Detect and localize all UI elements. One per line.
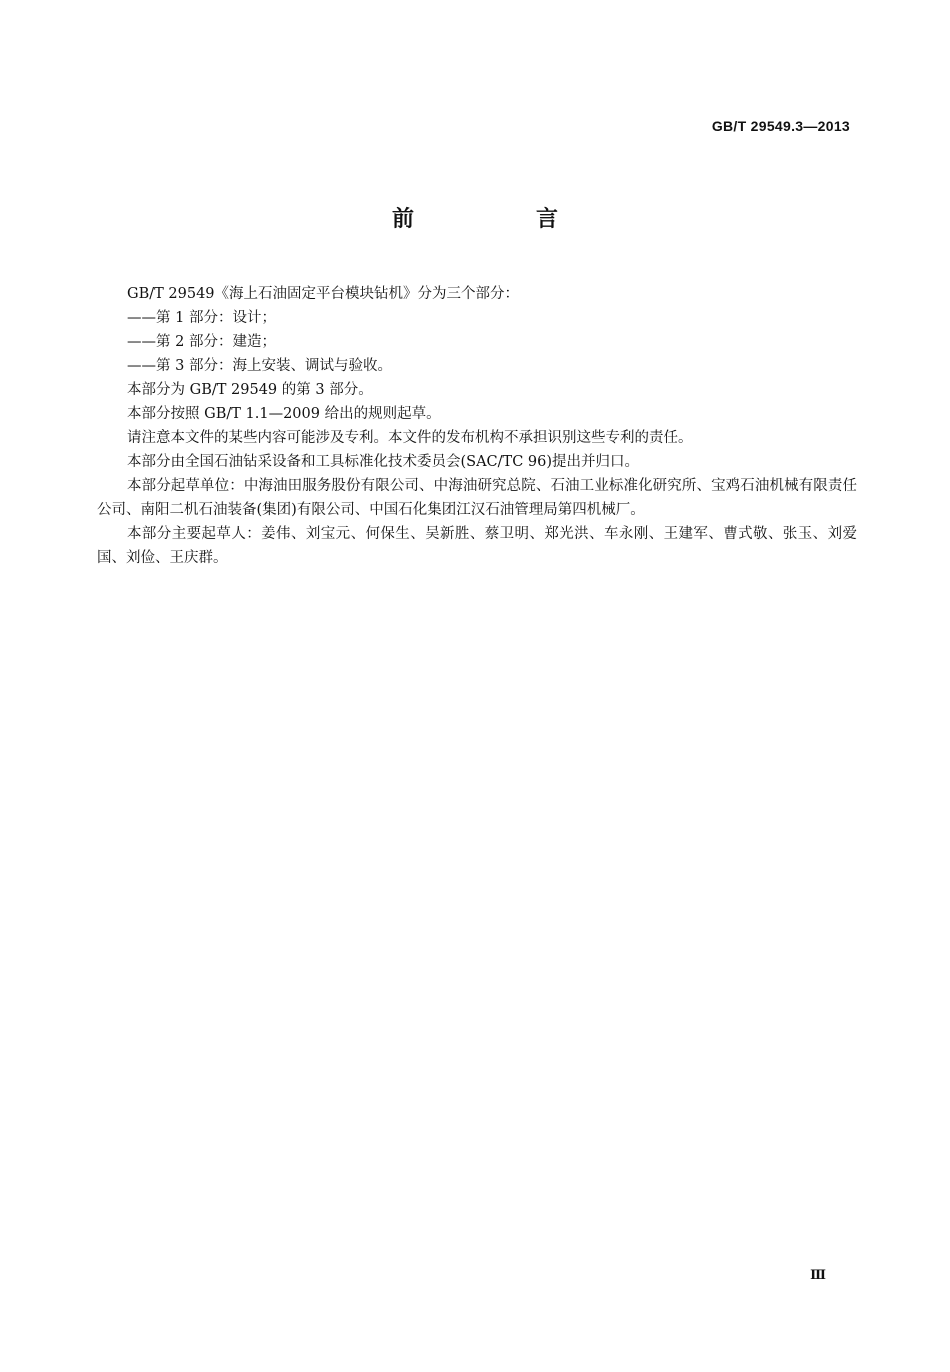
paragraph-this-part: 本部分为 GB/T 29549 的第 3 部分。 xyxy=(127,382,373,398)
paragraph-drafters: 本部分主要起草人：姜伟、刘宝元、何保生、吴新胜、蔡卫明、郑光洪、车永刚、王建军、曹式敬、张玉、刘爱国、刘俭、王庆群。 xyxy=(97,526,857,566)
paragraph-part-2: ——第 2 部分：建造； xyxy=(127,334,276,350)
paragraph-part-3: ——第 3 部分：海上安装、调试与验收。 xyxy=(127,358,392,374)
paragraph-patent-notice: 请注意本文件的某些内容可能涉及专利。本文件的发布机构不承担识别这些专利的责任。 xyxy=(127,430,693,446)
paragraph-drafting-rules: 本部分按照 GB/T 1.1—2009 给出的规则起草。 xyxy=(127,406,441,422)
paragraph-part-1: ——第 1 部分：设计； xyxy=(127,310,276,326)
paragraph-intro: GB/T 29549《海上石油固定平台模块钻机》分为三个部分： xyxy=(127,286,520,302)
page-number: Ⅲ xyxy=(810,1268,826,1283)
page-title: 前 言 xyxy=(391,207,608,232)
paragraph-drafting-units: 本部分起草单位：中海油田服务股份有限公司、中海油研究总院、石油工业标准化研究所、宝鸡石油机械有限责任公司、南阳二机石油装备(集团)有限公司、中国石化集团江汉石油管理局第四机械厂。 xyxy=(97,478,857,518)
foreword-body xyxy=(97,282,857,570)
standard-code: GB/T 29549.3—2013 xyxy=(711,118,850,134)
paragraph-proposer: 本部分由全国石油钻采设备和工具标准化技术委员会(SAC/TC 96)提出并归口。 xyxy=(127,454,640,470)
